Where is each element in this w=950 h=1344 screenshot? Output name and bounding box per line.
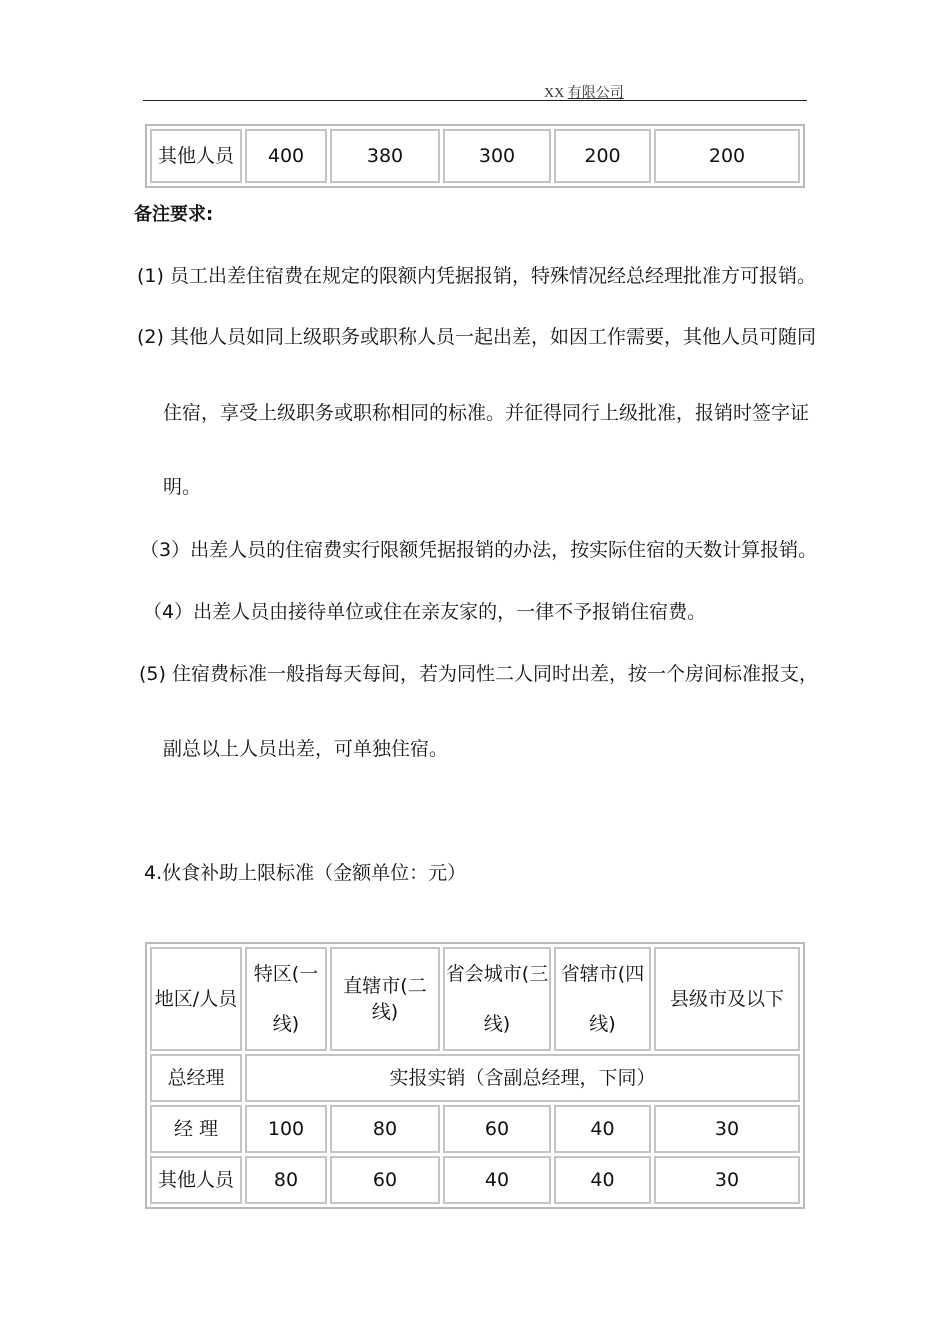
section-4-title: 4.伙食补助上限标准（金额单位：元） [144,862,467,884]
cell-value: 300 [443,129,551,183]
cell-value: 60 [443,1105,551,1153]
cell-value: 80 [245,1156,327,1204]
header-tier-4: 省辖市(四线) [554,947,651,1051]
header-tier-3: 省会城市(三线) [443,947,551,1051]
cell-value: 100 [245,1105,327,1153]
note-5: (5) 住宿费标准一般指每天每间，若为同性二人同时出差，按一个房间标准报支， [139,663,818,685]
header-company: 有限公司 [567,86,624,101]
header-rule [143,100,807,101]
table-row [150,1054,800,1102]
note-1: (1) 员工出差住宿费在规定的限额内凭据报销，特殊情况经总经理批准方可报销。 [137,265,816,287]
cell-value: 380 [330,129,440,183]
lodging-table-tail [145,124,805,188]
note-2: (2) 其他人员如同上级职务或职称人员一起出差，如因工作需要，其他人员可随同 [137,326,816,348]
table-row [150,129,800,183]
note-4: （4）出差人员由接待单位或住在亲友家的，一律不予报销住宿费。 [143,601,707,623]
header-tier-5: 县级市及以下 [654,947,800,1051]
table-row [150,1156,800,1204]
cell-role: 经 理 [150,1105,242,1153]
cell-value: 40 [554,1156,651,1204]
table-header-row [150,947,800,1051]
cell-value: 40 [443,1156,551,1204]
cell-value: 30 [654,1105,800,1153]
note-5-cont: 副总以上人员出差，可单独住宿。 [163,738,449,760]
header-tier-2: 直辖市(二线) [330,947,440,1051]
header-region-role: 地区/人员 [150,947,242,1051]
table-row [150,1105,800,1153]
cell-value: 200 [654,129,800,183]
notes-title: 备注要求: [134,204,214,225]
cell-value: 400 [245,129,327,183]
page-header [544,82,624,102]
header-prefix: XX [544,86,568,101]
cell-value: 60 [330,1156,440,1204]
header-tier-1: 特区(一线) [245,947,327,1051]
cell-role: 其他人员 [150,129,242,183]
cell-value: 30 [654,1156,800,1204]
cell-value: 80 [330,1105,440,1153]
cell-value: 40 [554,1105,651,1153]
cell-role: 总经理 [150,1054,242,1102]
note-2-end: 明。 [163,476,202,498]
cell-role: 其他人员 [150,1156,242,1204]
cell-value: 200 [554,129,651,183]
note-2-cont: 住宿，享受上级职务或职称相同的标准。并征得同行上级批准，报销时签字证 [163,402,810,424]
note-3: （3）出差人员的住宿费实行限额凭据报销的办法，按实际住宿的天数计算报销。 [140,539,818,561]
meal-allowance-table [145,942,805,1209]
cell-reimburse-actual: 实报实销（含副总经理，下同） [245,1054,800,1102]
